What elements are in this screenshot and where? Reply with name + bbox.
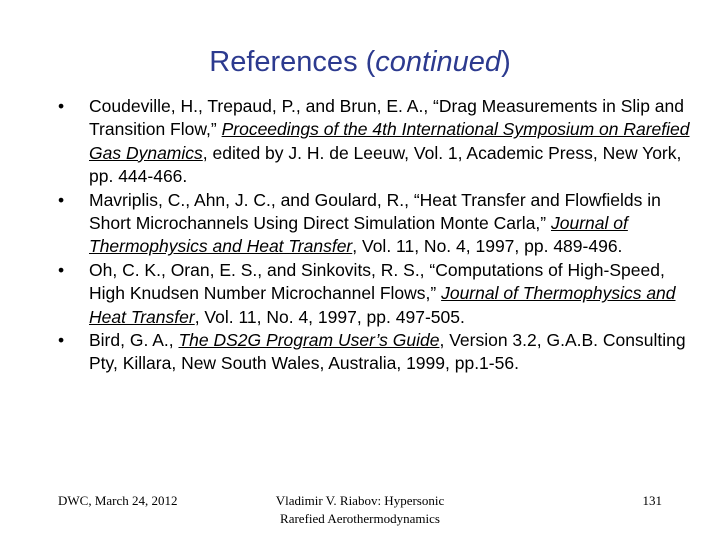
page-number: 131 bbox=[642, 493, 662, 508]
bullet: • bbox=[58, 96, 65, 116]
title-italic: continued bbox=[375, 46, 502, 78]
reference-item bbox=[58, 259, 698, 329]
reference-details: , edited by J. H. de Leeuw, Vol. 1, Academic Press, New York, pp. 444-466. bbox=[89, 142, 682, 187]
reference-details: , Vol. 11, No. 4, 1997, pp. 489-496. bbox=[352, 236, 623, 257]
reference-item bbox=[58, 95, 698, 189]
footer-author bbox=[240, 492, 480, 528]
reference-list bbox=[58, 95, 698, 376]
footer-date: DWC, March 24, 2012 bbox=[58, 493, 178, 508]
reference-item bbox=[58, 189, 698, 259]
reference-text: Mavriplis, C., Ahn, J. C., and Goulard, R., “Heat Transfer and Flowfields in Short Microchannels Using Direct Simulation Monte Carla,” bbox=[89, 189, 661, 234]
bullet: • bbox=[58, 189, 65, 210]
reference-text: Bird, G. A., bbox=[89, 330, 179, 351]
footer-author-line2: Rarefied Aerothermodynamics bbox=[280, 511, 440, 526]
title-close: ) bbox=[501, 46, 511, 78]
reference-source: Journal of Thermophysics and Heat Transfer bbox=[89, 283, 676, 327]
reference-item bbox=[58, 329, 698, 376]
title-main: References ( bbox=[209, 46, 376, 78]
reference-source: Journal of Thermophysics and Heat Transfer bbox=[89, 213, 628, 257]
slide-title bbox=[0, 44, 720, 80]
footer-author-line1: Vladimir V. Riabov: Hypersonic bbox=[275, 493, 445, 508]
reference-details: , Vol. 11, No. 4, 1997, pp. 497-505. bbox=[194, 306, 465, 327]
reference-details: , Version 3.2, G.A.B. Consulting Pty, Killara, New South Wales, Australia, 1999, pp.1-56. bbox=[89, 330, 686, 374]
bullet: • bbox=[58, 259, 65, 280]
reference-text: Coudeville, H., Trepaud, P., and Brun, E. A., “Drag Measurements in Slip and Transition Flow,” bbox=[89, 96, 684, 140]
reference-source: Proceedings of the 4th International Symposium on Rarefied Gas Dynamics bbox=[89, 119, 690, 163]
bullet: • bbox=[58, 330, 65, 351]
reference-source: The DS2G Program User’s Guide bbox=[178, 330, 440, 351]
reference-text: Oh, C. K., Oran, E. S., and Sinkovits, R. S., “Computations of High-Speed, High Knudsen Number Microchannel Flows,” bbox=[89, 259, 665, 304]
